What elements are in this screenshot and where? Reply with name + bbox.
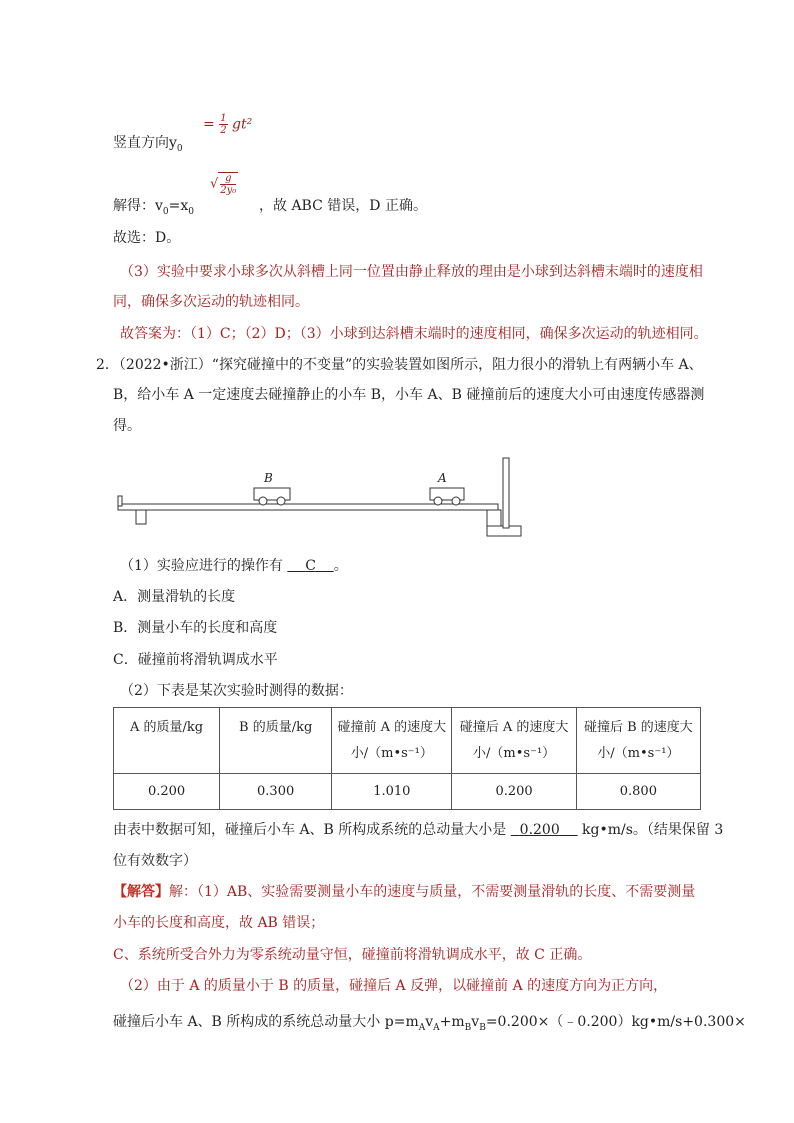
q2-line3: 得。 xyxy=(113,418,141,434)
sqrt-formula: √ $\frac{g}{\text{2y₀}}$ xyxy=(210,173,237,196)
analysis-line5: 碰撞后小车 A、B 所构成的系统总动量大小 $p=m_Av_A+m_Bv_B=0.200\times(﹣0.200)kg•m/s+0.300\times$ xyxy=(113,1014,746,1033)
vertical-sub: 0 xyxy=(176,143,183,154)
cell-va-after: 0.200 xyxy=(452,774,576,810)
part3-line2: 同，确保多次运动的轨迹相同。 xyxy=(113,294,309,310)
option-c: C．碰撞前将滑轨调成水平 xyxy=(113,652,278,668)
part3-line1: （3）实验中要求小球多次从斜槽上同一位置由静止释放的理由是小球到达斜槽末端时的速度相 xyxy=(120,264,703,280)
analysis-line4: （2）由于 A 的质量小于 B 的质量，碰撞后 A 反弹，以碰撞前 A 的速度方向为正方向， xyxy=(120,978,668,994)
table-row xyxy=(114,774,701,810)
cell-vb-after: 0.800 xyxy=(576,774,700,810)
vertical-label: 竖直方向y xyxy=(113,135,177,151)
choose-line: 故选：D。 xyxy=(113,230,181,246)
right-support xyxy=(487,510,501,526)
left-stop xyxy=(118,496,122,506)
header-mass-b: B 的质量/kg xyxy=(220,708,332,774)
header-vb-after: 碰撞后 B 的速度大 小/（m•s⁻¹） xyxy=(576,708,700,774)
cell-mass-b: 0.300 xyxy=(220,774,332,810)
conclusion-line2: 位有效数字） xyxy=(113,853,197,869)
option-b: B．测量小车的长度和高度 xyxy=(113,620,278,636)
option-a: A．测量滑轨的长度 xyxy=(113,589,236,605)
rail xyxy=(118,504,498,510)
header-va-before: 碰撞前 A 的速度大 小/（m•s⁻¹） xyxy=(332,708,452,774)
analysis-line3: C、系统所受合外力为零系统动量守恒，碰撞前将滑轨调成水平，故 C 正确。 xyxy=(113,947,592,963)
cell-mass-a: 0.200 xyxy=(114,774,220,810)
q2-sub2: （2）下表是某次实验时测得的数据： xyxy=(120,683,353,699)
q2-line2: B，给小车 A 一定速度去碰撞静止的小车 B，小车 A、B 碰撞前后的速度大小可由速度传感器测 xyxy=(113,387,705,403)
vertical-direction-line xyxy=(113,133,183,159)
q2-line1: 2．（2022•浙江）“探究碰撞中的不变量”的实验装置如图所示，阻力很小的滑轨上有两辆小车 A、 xyxy=(96,357,703,373)
analysis-line2: 小车的长度和高度，故 AB 错误； xyxy=(113,915,325,931)
data-table xyxy=(113,707,701,810)
header-mass-a: A 的质量/kg xyxy=(114,708,220,774)
car-a xyxy=(430,488,464,505)
table-header-row xyxy=(114,708,701,774)
label-a: A xyxy=(438,471,447,485)
track-diagram xyxy=(112,452,527,542)
q2-sub1-answer: C xyxy=(305,558,316,574)
answer-summary: 故答案为：（1）C；（2）D；（3）小球到达斜槽末端时的速度相同，确保多次运动的轨迹相同。 xyxy=(120,326,708,342)
analysis-line1: 【解答】解：（1）AB、实验需要测量小车的速度与质量，不需要测量滑轨的长度、不需要测量 xyxy=(113,884,696,900)
conclusion-line1: 由表中数据可知，碰撞后小车 A、B 所构成系统的总动量大小是 0.200 kg•m/s。（结果保留 3 xyxy=(113,822,724,838)
solve-line: 解得：$v_0=x_0$ xyxy=(113,198,195,217)
car-b xyxy=(254,488,290,505)
header-va-after: 碰撞后 A 的速度大 小/（m•s⁻¹） xyxy=(452,708,576,774)
cell-va-before: 1.010 xyxy=(332,774,452,810)
solve-suffix: ，故 ABC 错误，D 正确。 xyxy=(259,198,427,214)
conclusion-answer: 0.200 xyxy=(519,822,560,838)
left-support xyxy=(136,510,146,524)
q2-sub1: （1）实验应进行的操作有 C 。 xyxy=(120,558,348,574)
wall-post xyxy=(503,458,509,528)
label-b: B xyxy=(264,471,273,485)
vertical-formula: = $\frac{1}{2}$ gt² xyxy=(203,113,253,136)
